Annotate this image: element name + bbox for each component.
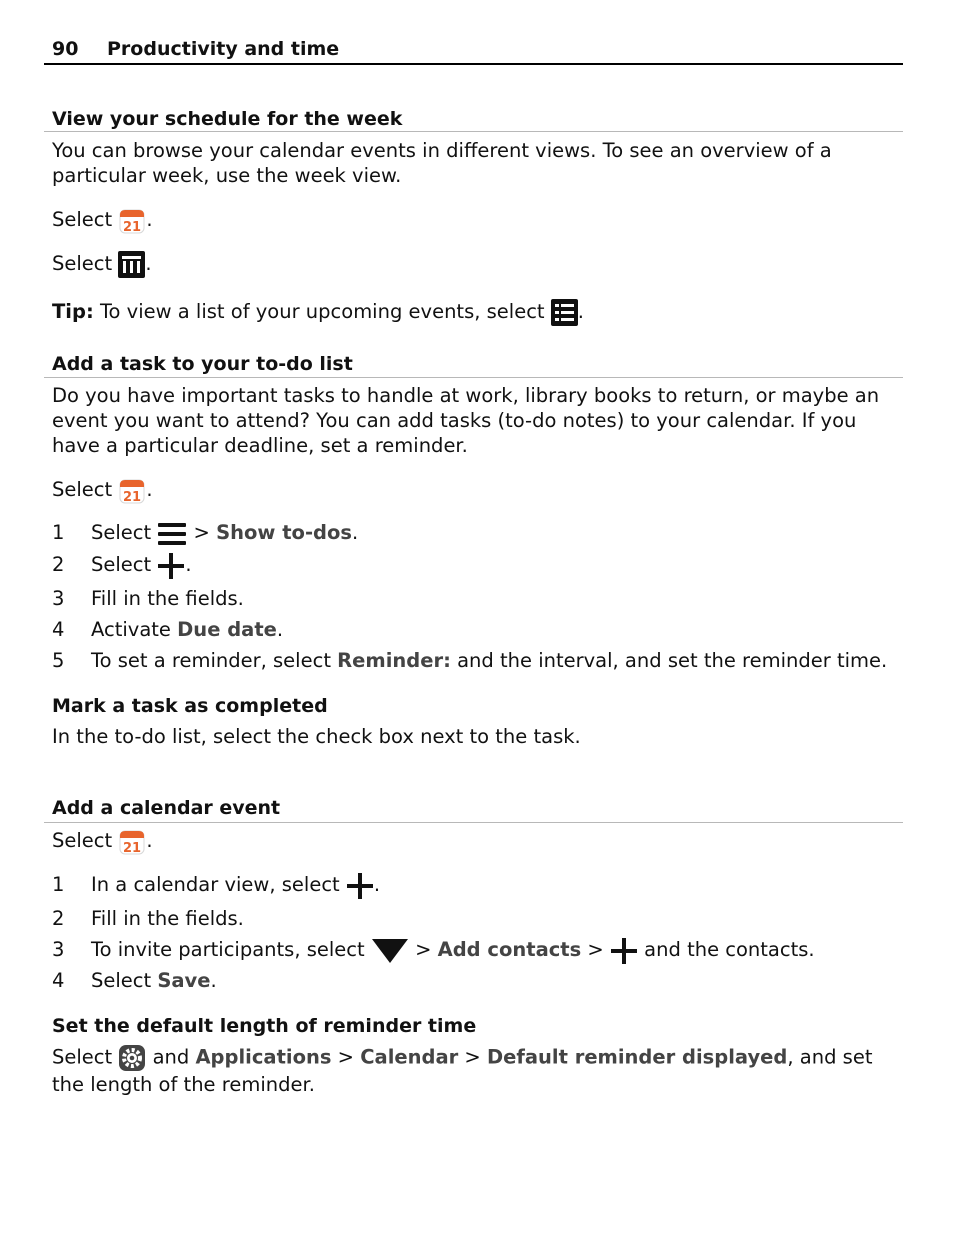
page-number: 90 bbox=[52, 38, 79, 60]
calendar-option[interactable]: Calendar bbox=[360, 1045, 459, 1069]
show-todos-option[interactable]: Show to-dos bbox=[216, 521, 353, 544]
calendar-21-icon[interactable] bbox=[118, 207, 146, 235]
section-title-event: Add a calendar event bbox=[52, 797, 281, 819]
todo-step-3: Fill in the fields. bbox=[91, 587, 244, 610]
plus-icon[interactable] bbox=[157, 552, 185, 580]
reminder-option[interactable]: Reminder: bbox=[337, 649, 451, 672]
event-step-2: Fill in the fields. bbox=[91, 907, 244, 930]
event-step-2-number: 2 bbox=[52, 907, 65, 930]
plus-icon[interactable] bbox=[610, 937, 638, 965]
chapter-title: Productivity and time bbox=[107, 38, 340, 60]
week-view-icon[interactable] bbox=[118, 251, 145, 278]
event-step-3-number: 3 bbox=[52, 938, 65, 961]
applications-option[interactable]: Applications bbox=[195, 1045, 332, 1069]
section-title-week: View your schedule for the week bbox=[52, 108, 403, 130]
todo-step-1-number: 1 bbox=[52, 521, 65, 544]
settings-icon[interactable] bbox=[118, 1044, 146, 1072]
todo-step-1: Select > Show to-dos. bbox=[91, 517, 358, 549]
dropdown-triangle-icon[interactable] bbox=[371, 937, 409, 965]
todo-step-2: Select . bbox=[91, 549, 192, 581]
section-title-todo: Add a task to your to-do list bbox=[52, 353, 353, 375]
event-step-4: Select Save. bbox=[91, 969, 217, 992]
event-step-1-number: 1 bbox=[52, 873, 65, 896]
todo-step-3-number: 3 bbox=[52, 587, 65, 610]
todo-select-calendar: Select 21 . bbox=[52, 478, 153, 505]
section-title-complete: Mark a task as completed bbox=[52, 695, 328, 717]
todo-step-5: To set a reminder, select Reminder: and the interval, and set the reminder time. bbox=[91, 649, 888, 672]
section-rule bbox=[44, 377, 903, 378]
list-view-icon[interactable] bbox=[551, 299, 578, 326]
calendar-21-icon[interactable] bbox=[118, 477, 146, 505]
todo-intro: Do you have important tasks to handle at work, library books to return, or maybe an event you want to attend? You can add tasks (to-do notes) to your calendar. If you have a particular deadline, set a reminder. bbox=[52, 384, 880, 457]
todo-step-5-number: 5 bbox=[52, 649, 65, 672]
complete-text: In the to-do list, select the check box next to the task. bbox=[52, 725, 581, 748]
add-contacts-option[interactable]: Add contacts bbox=[437, 938, 582, 961]
todo-step-2-number: 2 bbox=[52, 553, 65, 576]
calendar-21-icon[interactable] bbox=[118, 828, 146, 856]
plus-icon[interactable] bbox=[346, 872, 374, 900]
week-select-weekview: Select . bbox=[52, 248, 152, 280]
event-step-4-number: 4 bbox=[52, 969, 65, 992]
svg-text:21: 21 bbox=[123, 840, 142, 856]
event-select-calendar: Select 21 . bbox=[52, 829, 153, 856]
default-reminder-option[interactable]: Default reminder displayed bbox=[486, 1045, 788, 1069]
event-step-3: To invite participants, select > Add contacts > and the contacts. bbox=[91, 934, 815, 966]
svg-text:21: 21 bbox=[123, 489, 142, 505]
menu-icon[interactable] bbox=[157, 520, 187, 548]
save-option[interactable]: Save bbox=[157, 969, 211, 992]
event-step-1: In a calendar view, select . bbox=[91, 869, 380, 901]
section-rule bbox=[44, 131, 903, 132]
due-date-option[interactable]: Due date bbox=[177, 618, 277, 641]
todo-step-4: Activate Due date. bbox=[91, 618, 284, 641]
week-intro: You can browse your calendar events in different views. To see an overview of a particular week, use the week view. bbox=[52, 139, 832, 187]
section-title-reminder: Set the default length of reminder time bbox=[52, 1015, 477, 1037]
reminder-text: Select and Applications > Calendar > Default reminder displayed, and set the length of the reminder. bbox=[52, 1045, 873, 1096]
todo-step-4-number: 4 bbox=[52, 618, 65, 641]
week-tip: Tip: To view a list of your upcoming events, select . bbox=[52, 296, 584, 328]
svg-text:21: 21 bbox=[123, 219, 142, 235]
page-header bbox=[44, 36, 903, 65]
section-rule bbox=[44, 822, 903, 823]
week-select-calendar: Select 21 . bbox=[52, 208, 153, 235]
